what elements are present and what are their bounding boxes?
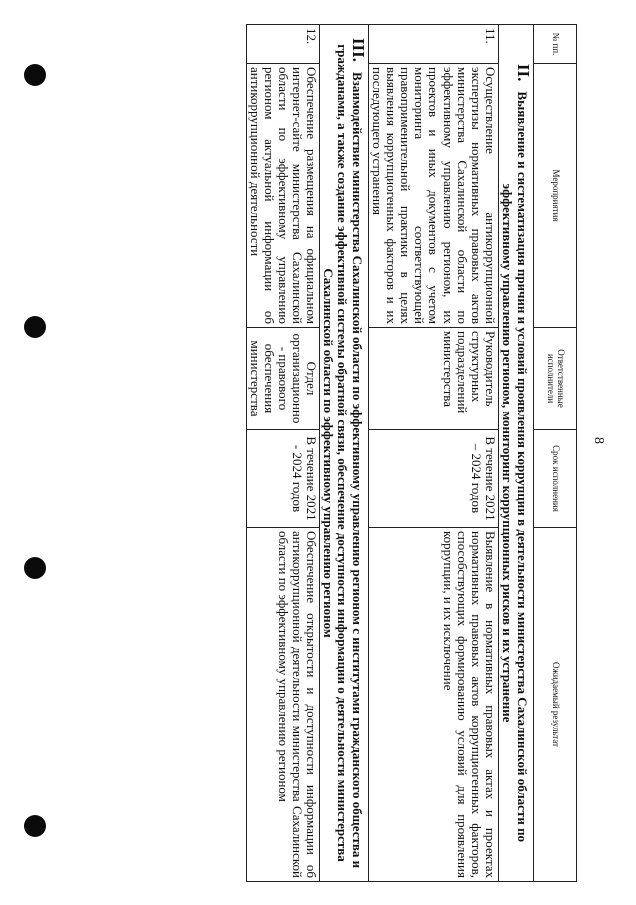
row-executor: Отдел организационно - правового обеспечения министерства [246, 328, 319, 430]
header-action: Мероприятия [534, 64, 577, 328]
section-number: II. [514, 63, 533, 82]
section-heading [319, 25, 368, 882]
header-result: Ожидаемый результат [534, 528, 577, 882]
action-plan-table [246, 24, 577, 882]
row-deadline: В течение 2021 - 2024 годов [246, 430, 319, 528]
header-executor: Ответственные исполнители [534, 328, 577, 430]
table-row [369, 25, 498, 882]
table-header-row [534, 25, 577, 882]
section-heading [498, 25, 533, 882]
row-executor: Руководитель структурных подразделений министерства [369, 328, 498, 430]
header-deadline: Срок исполнения [534, 430, 577, 528]
page-number: 8 [591, 437, 606, 444]
header-num: № пп. [534, 25, 577, 64]
row-number: 12. [246, 25, 319, 64]
section-title: Взаимодействие министерства Сахалинской области по эффективному управлению регионом с институтами гражданского общества и гражданами, а также создание эффективной системы обратной связи, обеспечение доступности информации о деятельности министерства Сахалинской области по эффективному управлению регионом [320, 44, 366, 869]
row-number: 11. [369, 25, 498, 64]
row-result: Обеспечение открытости и доступности информации об антикоррупционной деятельности министерства Сахалинской области по эффективному управлению регионом [246, 528, 319, 882]
section-title: Выявление и систематизация причин и условий проявления коррупции в деятельности министерства Сахалинской области по эффективному управлению регионом, мониторинг коррупционных рисков и их устранение [499, 91, 530, 843]
table-row [246, 25, 319, 882]
row-deadline: В течение 2021 – 2024 годов [369, 430, 498, 528]
section-row [498, 25, 533, 882]
section-row [319, 25, 368, 882]
row-action: Обеспечение размещения на официальном интернет-сайте министерства Сахалинской области по эффективному управлению регионом актуальной информации об антикоррупционной деятельности [246, 64, 319, 328]
row-result: Выявление в нормативных правовых актах и проектах нормативных правовых актов коррупциогенных факторов, способствующих формированию условий для проявления коррупции, и их исключение [369, 528, 498, 882]
row-action: Осуществление антикоррупционной экспертизы нормативных правовых актов министерства Сахалинской области по эффективному управлению регионом, их проектов и иных документов с учетом мониторинга соответствующей правоприменительной практики в целях выявления коррупциогенных факторов и их последующего устранения [369, 64, 498, 328]
section-number: III. [349, 37, 369, 62]
